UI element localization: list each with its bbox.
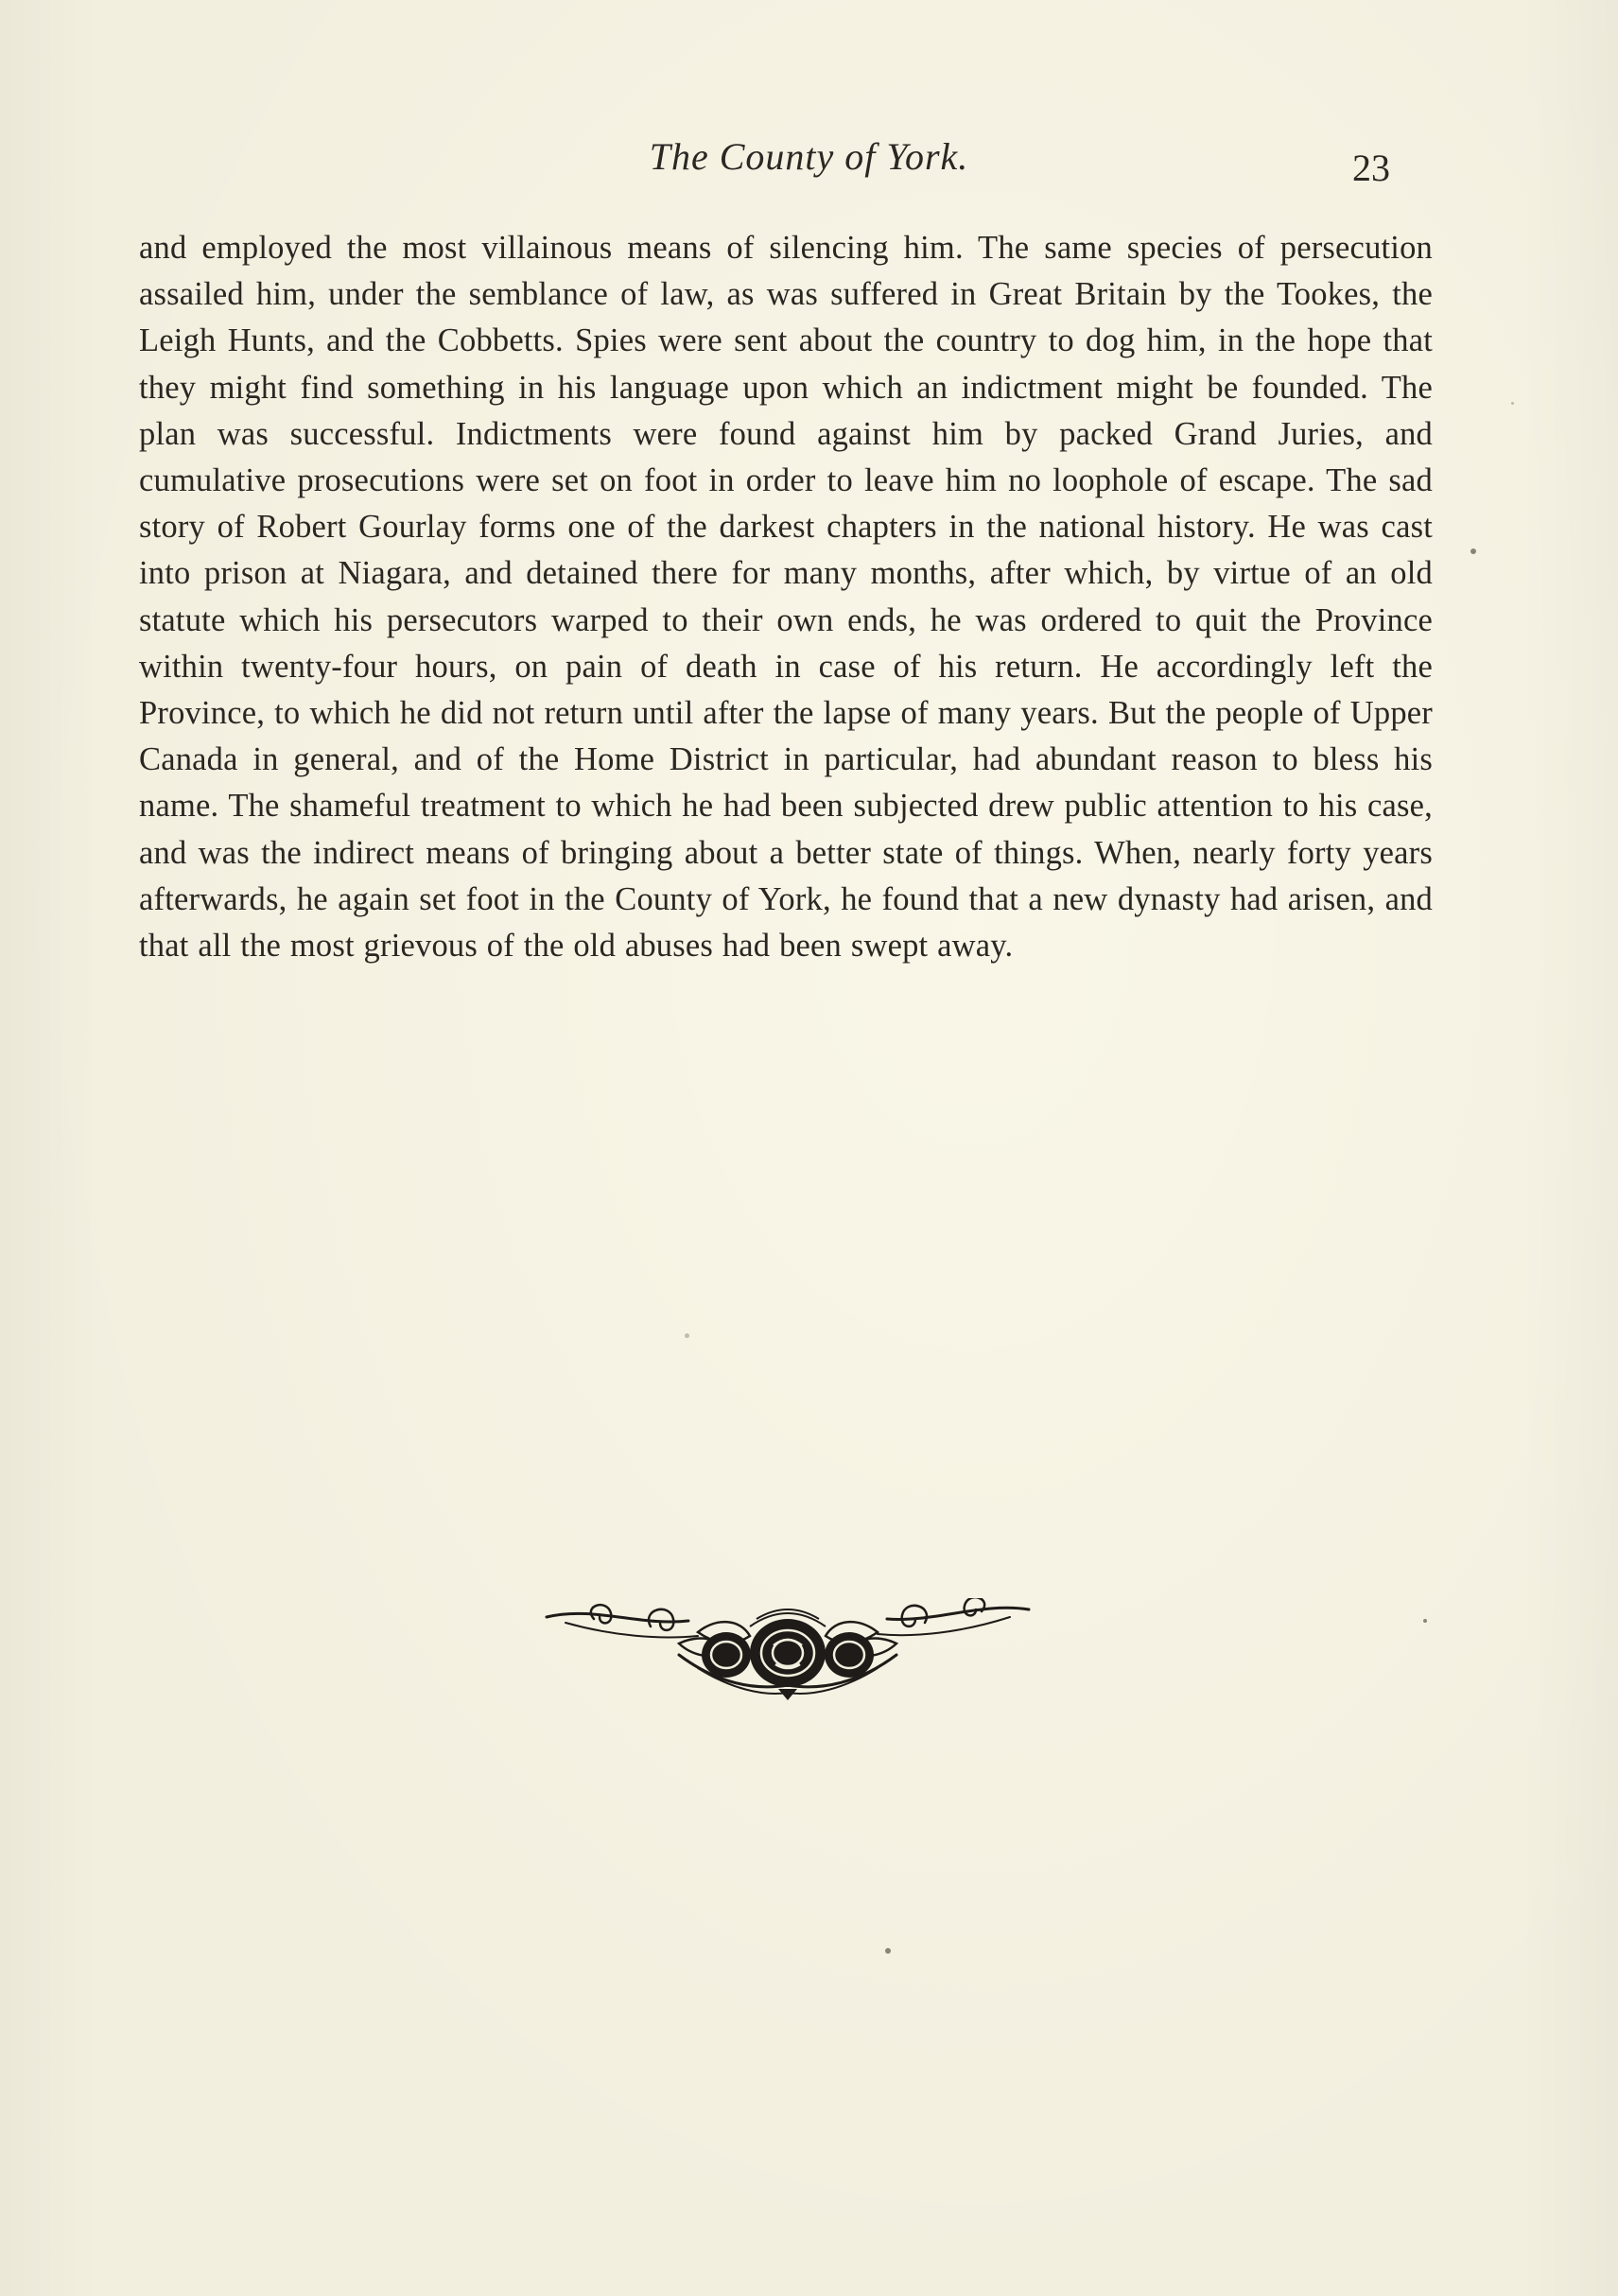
running-head xyxy=(0,134,1618,191)
tailpiece-ornament-icon xyxy=(537,1598,1038,1702)
body-paragraph: and employed the most villainous means of silencing him. The same species of persecution assailed him, under the semblance of law, as was suffered in Great Britain by the Tookes, the Leigh Hunts, and the Cobbetts. Spies were sent about the country to dog him, in the hope that they might find something in his language upon which an indictment might be founded. The plan was successful. Indictments were found against him by packed Grand Juries, and cumulative prosecutions were set on foot in order to leave him no loophole of escape. The sad story of Robert Gourlay forms one of the darkest chapters in the national history. He was cast into prison at Niagara, and detained there for many months, after which, by virtue of an old statute which his persecutors warped to their own ends, he was ordered to quit the Province within twenty-four hours, on pain of death in case of his return. He accordingly left the Province, to which he did not return until after the lapse of many years. But the people of Upper Canada in general, and of the Home District in particular, had abundant reason to bless his name. The shameful treatment to which he had been subjected drew public attention to his case, and was the indirect means of bringing about a better state of things. When, nearly forty years afterwards, he again set foot in the County of York, he found that a new dynasty had arisen, and that all the most grievous of the old abuses had been swept away. xyxy=(139,230,1433,965)
paper-speck xyxy=(1423,1619,1427,1623)
paper-speck xyxy=(1511,402,1514,405)
paper-speck xyxy=(1470,548,1476,554)
body-text xyxy=(139,225,1433,969)
page-number: 23 xyxy=(1352,147,1390,189)
paper-speck xyxy=(885,1948,891,1954)
running-title: The County of York. xyxy=(649,135,969,178)
paper-speck xyxy=(685,1333,689,1338)
